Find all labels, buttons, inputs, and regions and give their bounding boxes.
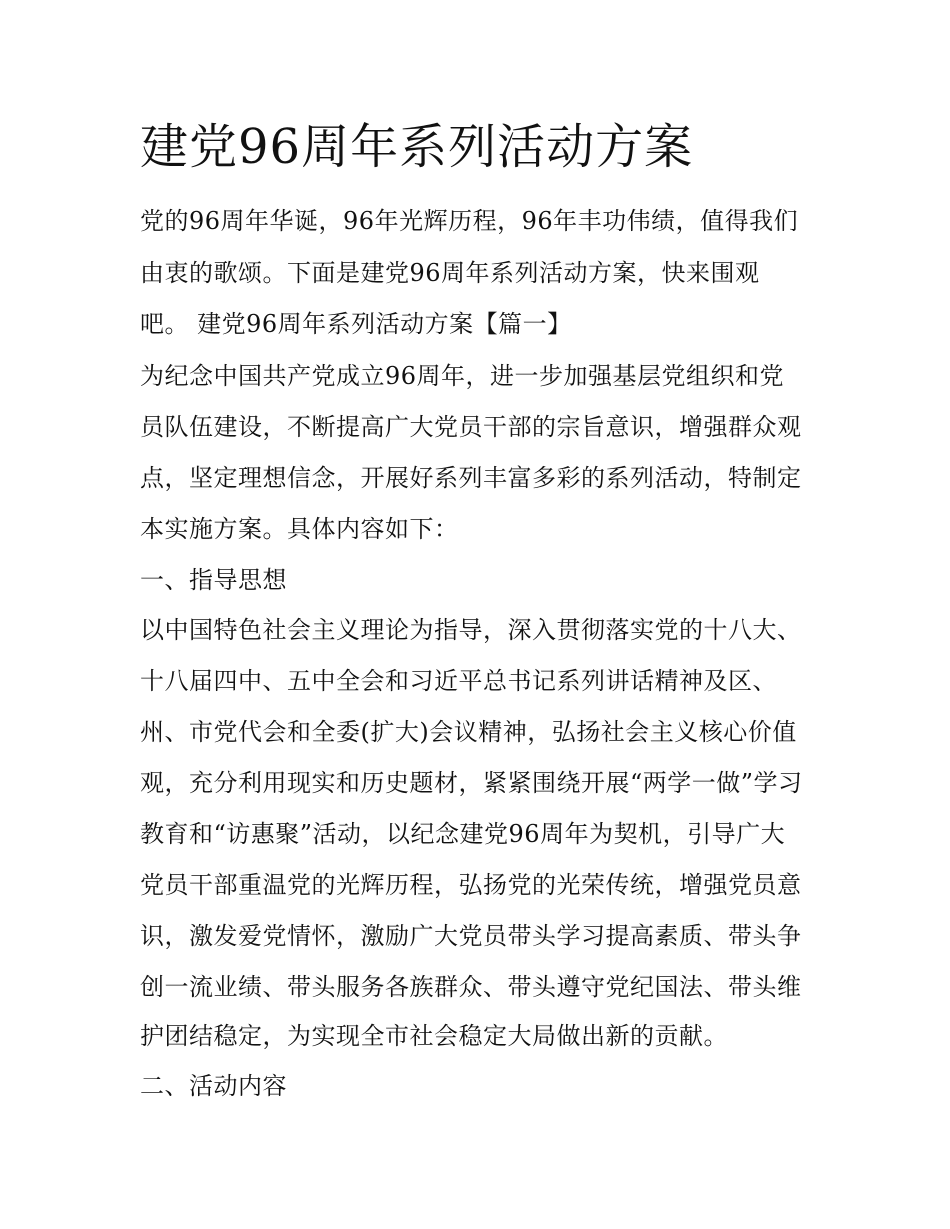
body-line: 识，激发爱党情怀，激励广大党员带头学习提高素质、带头争 <box>140 922 802 950</box>
body-line: 护团结稳定，为实现全市社会稳定大局做出新的贡献。 <box>140 1022 728 1050</box>
body-line: 点，坚定理想信念，开展好系列丰富多彩的系列活动，特制定 <box>140 464 802 492</box>
section-heading: 一、指导思想 <box>140 566 287 594</box>
body-line: 员队伍建设，不断提高广大党员干部的宗旨意识，增强群众观 <box>140 413 802 441</box>
section-heading: 二、活动内容 <box>140 1072 287 1100</box>
body-line: 以中国特色社会主义理论为指导，深入贯彻落实党的十八大、 <box>140 616 802 644</box>
body-line: 州、市党代会和全委(扩大)会议精神，弘扬社会主义核心价值 <box>140 718 797 746</box>
body-line: 十八届四中、五中全会和习近平总书记系列讲话精神及区、 <box>140 667 777 695</box>
body-line: 党员干部重温党的光辉历程，弘扬党的光荣传统，增强党员意 <box>140 871 802 899</box>
body-line: 为纪念中国共产党成立96周年，进一步加强基层党组织和党 <box>140 362 785 390</box>
body-line: 吧。 建党96周年系列活动方案【篇一】 <box>140 310 572 338</box>
document-title: 建党96周年系列活动方案 <box>140 119 694 175</box>
body-line: 创一流业绩、带头服务各族群众、带头遵守党纪国法、带头维 <box>140 973 802 1001</box>
body-line: 由衷的歌颂。下面是建党96周年系列活动方案，快来围观 <box>140 259 760 287</box>
body-line: 本实施方案。具体内容如下： <box>140 515 459 543</box>
body-line: 党的96周年华诞，96年光辉历程，96年丰功伟绩，值得我们 <box>140 207 799 235</box>
body-line: 教育和“访惠聚”活动，以纪念建党96周年为契机，引导广大 <box>140 820 786 848</box>
body-line: 观，充分利用现实和历史题材，紧紧围绕开展“两学一做”学习 <box>140 769 803 797</box>
